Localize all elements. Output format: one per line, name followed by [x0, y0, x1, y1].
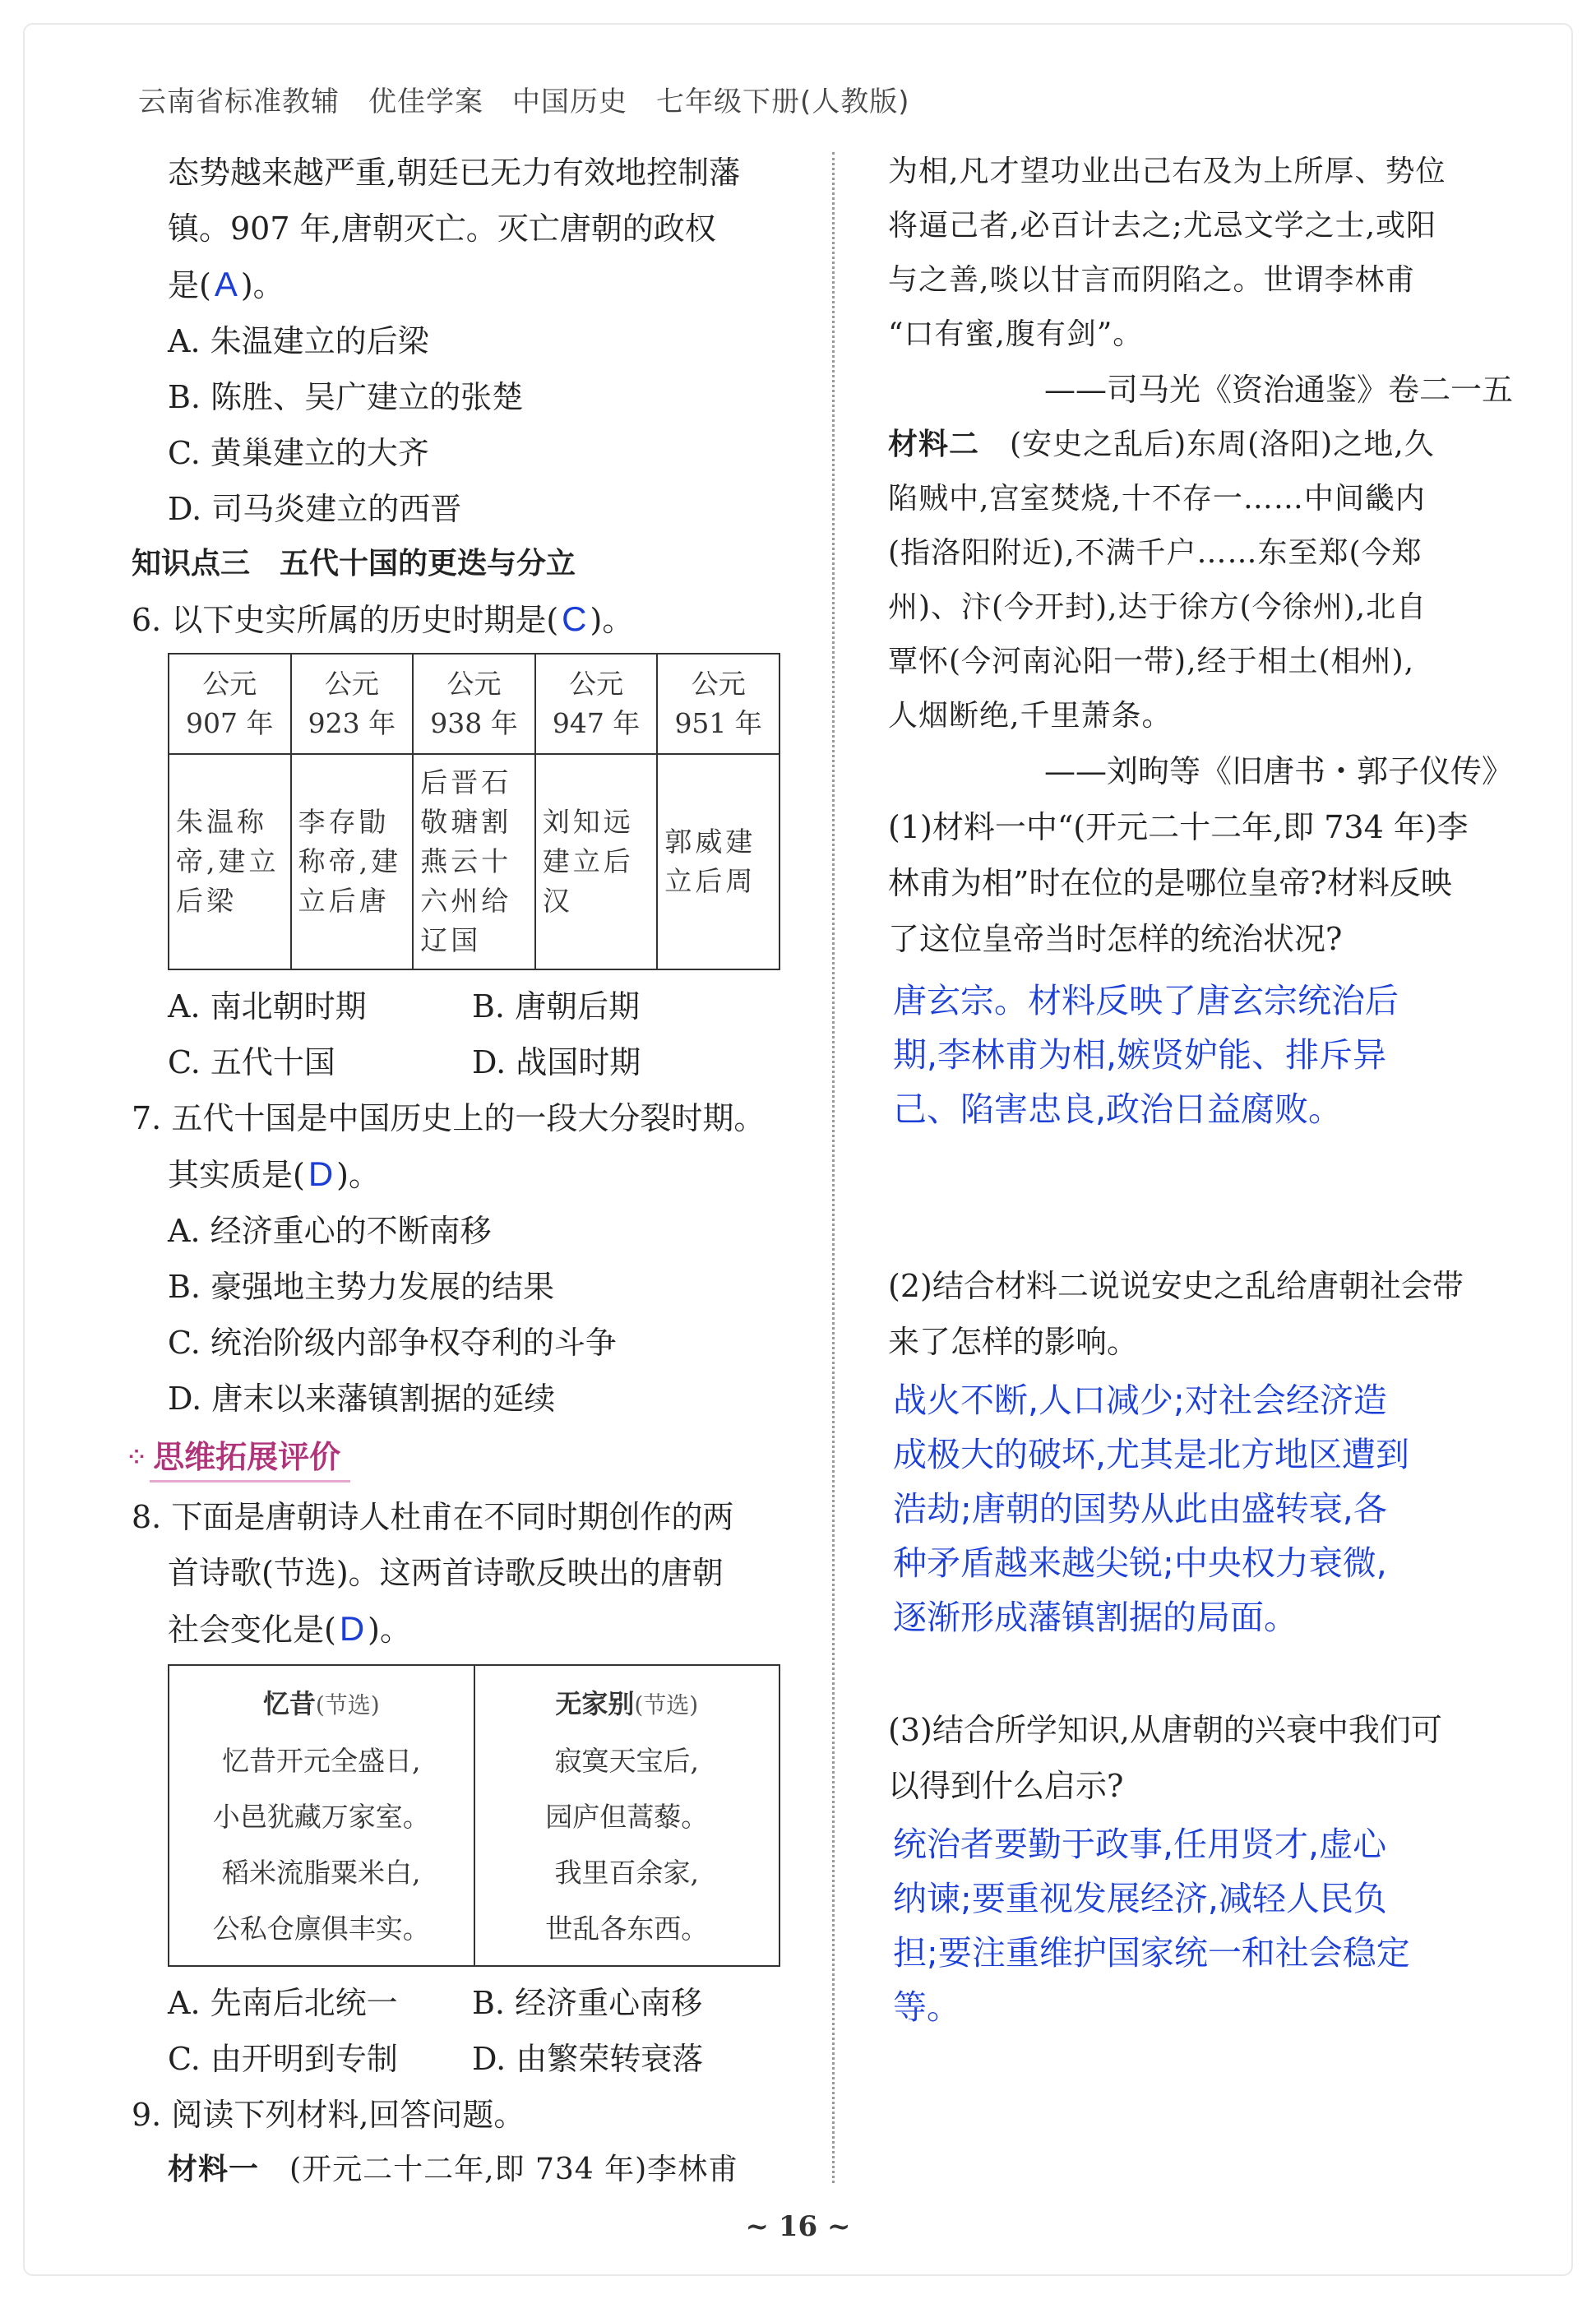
- handwritten-answer: 逐渐形成藩镇割据的局面。: [893, 1598, 1298, 1637]
- column-divider: [832, 152, 835, 2183]
- q5-option: D. 司马炎建立的西晋: [168, 491, 462, 527]
- material-1-start: 材料一 (开元二十二年,即 734 年)李林甫: [168, 2153, 739, 2186]
- q8-options-row: [132, 2031, 789, 2087]
- handwritten-answer: 己、陷害忠良,政治日益腐败。: [893, 1089, 1343, 1129]
- sub-question-line: 以得到什么启示?: [888, 1768, 1124, 1804]
- handwritten-answer: 战火不断,人口减少;对社会经济造: [893, 1381, 1387, 1420]
- right-column: [888, 145, 1513, 2034]
- question-7: [132, 1090, 789, 1427]
- sub-question-line: 林甫为相”时在位的是哪位皇帝?材料反映: [888, 865, 1452, 901]
- q6-options-row: [132, 1034, 789, 1090]
- handwritten-answer: 等。: [893, 1987, 960, 2027]
- table-cell: 后晋石敬瑭割燕云十六州给辽国: [413, 754, 535, 969]
- sub-question-1: [888, 799, 1513, 1136]
- table-cell: 公元 938 年: [413, 654, 535, 754]
- q6-option: C. 五代十国: [168, 1044, 335, 1080]
- question-5: [132, 145, 789, 537]
- q6-option: A. 南北朝时期: [168, 988, 367, 1025]
- material-line: 将逼己者,必百计去之;尤忌文学之士,或阳: [888, 209, 1437, 243]
- q9-stem: 9. 阅读下列材料,回答问题。: [132, 2097, 525, 2133]
- table-cell: 公元 923 年: [291, 654, 414, 754]
- handwritten-answer: 成极大的破坏,尤其是北方地区遭到: [893, 1435, 1410, 1474]
- material-line: 陷贼中,宫室焚烧,十不存一……中间畿内: [888, 482, 1426, 516]
- table-cell: 郭威建立后周: [657, 754, 779, 969]
- handwritten-answer: 唐玄宗。材料反映了唐玄宗统治后: [893, 981, 1399, 1020]
- material-line: 为相,凡才望功业出己右及为上所厚、势位: [888, 155, 1446, 188]
- q8-stem: 首诗歌(节选)。这两首诗歌反映出的唐朝: [168, 1555, 724, 1591]
- material-line: 与之善,啖以甘言而阴陷之。世谓李林甫: [888, 263, 1416, 297]
- material-line: 覃怀(今河南沁阳一带),经于相土(相州),: [888, 645, 1415, 678]
- table-cell: 朱温称帝,建立后梁: [169, 754, 291, 969]
- poem-cell: 无家别(节选) 寂寞天宝后, 园庐但蒿藜。 我里百余家, 世乱各东西。: [474, 1665, 780, 1966]
- q7-option: A. 经济重心的不断南移: [168, 1213, 492, 1249]
- question-8: [132, 1489, 789, 2087]
- sub-question-2: [888, 1258, 1513, 1644]
- history-table: [168, 653, 780, 970]
- q6-answer: C: [562, 599, 587, 638]
- handwritten-answer: 种矛盾越来越尖锐;中央权力衰微,: [893, 1543, 1387, 1583]
- material-line: 材料二 (安史之乱后)东周(洛阳)之地,久: [888, 428, 1435, 461]
- q8-answer: D: [339, 1609, 365, 1648]
- table-cell: 李存勖称帝,建立后唐: [291, 754, 414, 969]
- material-line: (指洛阳附近),不满千户……东至郑(今郑: [888, 536, 1423, 570]
- table-cell: 刘知远建立后汉: [535, 754, 658, 969]
- handwritten-answer: 期,李林甫为相,嫉贤妒能、排斥异: [893, 1035, 1387, 1075]
- running-header: 云南省标准教辅 优佳学案 中国历史 七年级下册(人教版): [138, 86, 910, 118]
- material-2: [888, 418, 1513, 799]
- q7-answer: D: [308, 1154, 334, 1193]
- q7-stem: 其实质是(D )。: [168, 1154, 380, 1193]
- q8-option: B. 经济重心南移: [472, 1985, 703, 2021]
- q5-option: B. 陈胜、吴广建立的张楚: [168, 379, 524, 415]
- q6-option: D. 战国时期: [472, 1044, 641, 1080]
- material-source: ——司马光《资治通鉴》卷二一五: [1043, 372, 1513, 408]
- table-cell: 公元 947 年: [535, 654, 658, 754]
- q7-option: D. 唐末以来藩镇割据的延续: [168, 1381, 556, 1417]
- table-cell: 公元 907 年: [169, 654, 291, 754]
- left-column: [128, 145, 789, 2197]
- sub-question-line: 了这位皇帝当时怎样的统治状况?: [888, 921, 1343, 957]
- q8-option: A. 先南后北统一: [168, 1985, 398, 2021]
- q5-answer: A: [214, 265, 238, 303]
- sub-question-line: (2)结合材料二说说安史之乱给唐朝社会带: [888, 1268, 1464, 1304]
- handwritten-answer: 纳谏;要重视发展经济,减轻人民负: [893, 1879, 1387, 1918]
- q5-line: 镇。907 年,唐朝灭亡。灭亡唐朝的政权: [168, 210, 716, 247]
- material-line: 州)、汴(今开封),达于徐方(今徐州),北自: [888, 590, 1427, 624]
- material-1: [888, 145, 1513, 418]
- poem-table: [168, 1664, 780, 1967]
- handwritten-answer: 统治者要勤于政事,任用贤才,虚心: [893, 1825, 1387, 1864]
- handwritten-answer: 浩劫;唐朝的国势从此由盛转衰,各: [893, 1489, 1387, 1529]
- q7-stem: 7. 五代十国是中国历史上的一段大分裂时期。: [132, 1100, 766, 1136]
- page-number: ~ 16 ~: [745, 2210, 851, 2243]
- poem-cell: 忆昔(节选) 忆昔开元全盛日, 小邑犹藏万家室。 稻米流脂粟米白, 公私仓廪俱丰实。: [169, 1665, 474, 1966]
- q8-option: D. 由繁荣转衰落: [472, 2041, 704, 2077]
- q5-option: A. 朱温建立的后梁: [168, 323, 429, 359]
- q8-stem: 8. 下面是唐朝诗人杜甫在不同时期创作的两: [132, 1499, 734, 1535]
- q6-option: B. 唐朝后期: [472, 988, 641, 1025]
- material-line: “口有蜜,腹有剑”。: [888, 317, 1144, 351]
- dots-icon: ⁘: [128, 1446, 144, 1469]
- q7-option: B. 豪强地主势力发展的结果: [168, 1269, 555, 1305]
- table-cell: 公元 951 年: [657, 654, 779, 754]
- section-heading: ⁘ 思维拓展评价: [128, 1432, 789, 1483]
- q8-stem: 社会变化是(D )。: [168, 1609, 411, 1648]
- knowledge-point-title: 知识点三 五代十国的更迭与分立: [132, 547, 576, 581]
- q6-stem: 6. 以下史实所属的历史时期是(C )。: [132, 599, 634, 638]
- sub-question-line: (3)结合所学知识,从唐朝的兴衰中我们可: [888, 1712, 1442, 1748]
- sub-question-line: (1)材料一中“(开元二十二年,即 734 年)李: [888, 809, 1469, 845]
- q8-option: C. 由开明到专制: [168, 2041, 398, 2077]
- handwritten-answer: 担;要注重维护国家统一和社会稳定: [893, 1933, 1410, 1973]
- q7-option: C. 统治阶级内部争权夺利的斗争: [168, 1325, 617, 1361]
- material-line: 人烟断绝,千里萧条。: [888, 699, 1173, 733]
- q5-line: 是(A )。: [168, 265, 285, 303]
- question-6: [132, 591, 789, 1090]
- q8-options-row: [132, 1975, 789, 2031]
- q5-line: 态势越来越严重,朝廷已无力有效地控制藩: [168, 155, 741, 191]
- q6-options-row: [132, 978, 789, 1034]
- q5-option: C. 黄巢建立的大齐: [168, 435, 429, 471]
- sub-question-line: 来了怎样的影响。: [888, 1324, 1139, 1360]
- question-9-start: [132, 2087, 789, 2197]
- material-source: ——刘昫等《旧唐书・郭子仪传》: [1043, 753, 1513, 789]
- sub-question-3: [888, 1702, 1513, 2034]
